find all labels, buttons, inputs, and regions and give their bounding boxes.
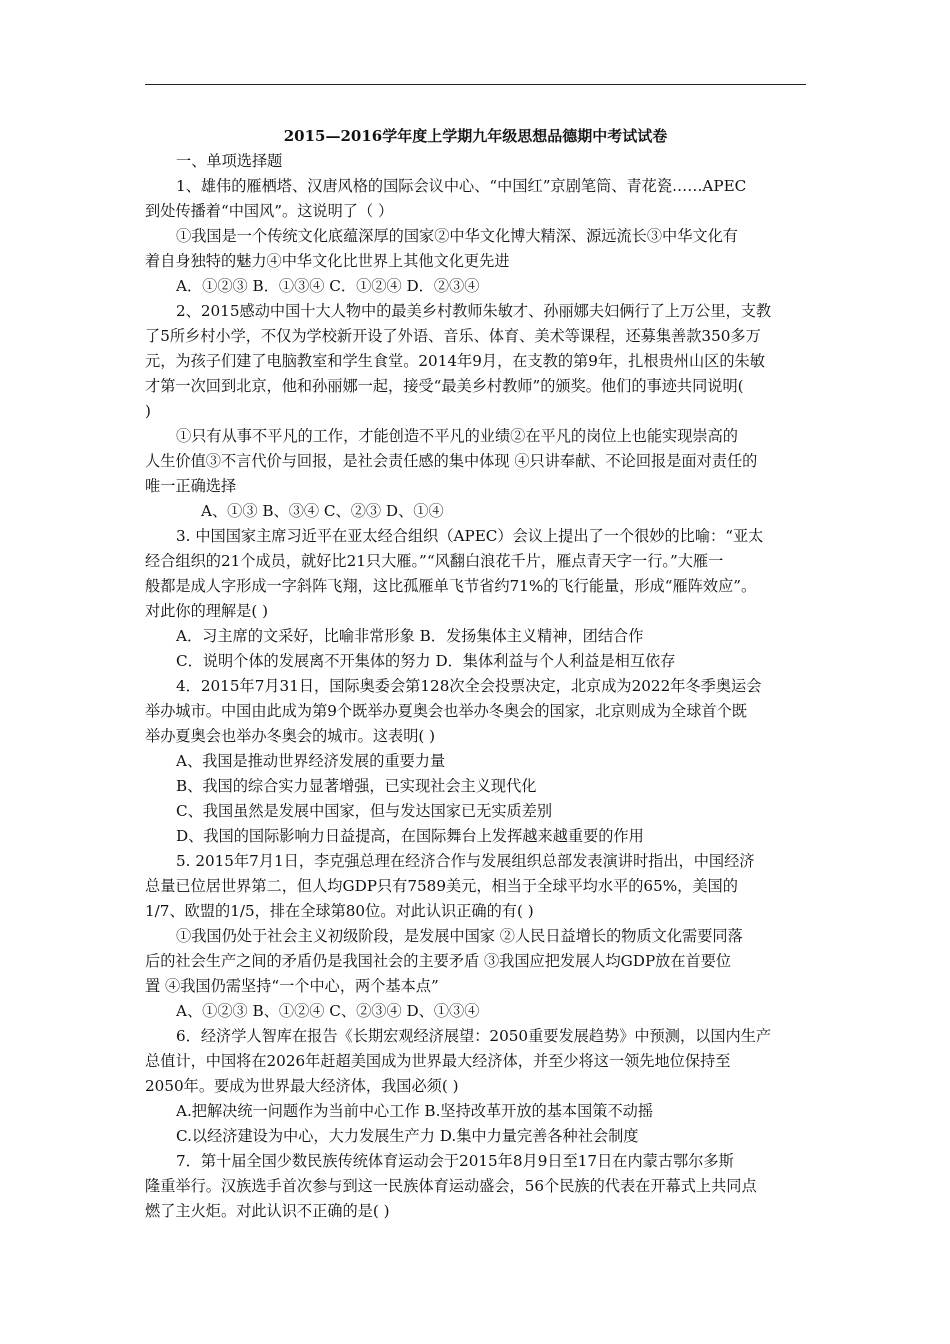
- question-1-options: A．①②③ B．①③④ C．①②④ D．②③④: [176, 277, 480, 295]
- question-5-statement-1: ①我国仍处于社会主义初级阶段，是发展中国家 ②人民日益增长的物质文化需要同落: [176, 927, 743, 945]
- question-5-statement-3: 置 ④我国仍需坚持“一个中心，两个基本点”: [145, 977, 439, 995]
- question-3-line-1: 3. 中国国家主席习近平在亚太经合组织（APEC）会议上提出了一个很妙的比喻：“亚太: [176, 527, 764, 545]
- question-2-line-5: ): [145, 402, 151, 420]
- question-6-line-2: 总值计，中国将在2026年赶超美国成为世界最大经济体，并至少将这一领先地位保持至: [145, 1052, 731, 1070]
- question-4-option-d: D、我国的国际影响力日益提高，在国际舞台上发挥越来越重要的作用: [176, 827, 644, 845]
- question-2-line-3: 元，为孩子们建了电脑教室和学生食堂。2014年9月，在支教的第9年，扎根贵州山区的朱敏: [145, 352, 765, 370]
- question-1-line-2: 到处传播着“中国风”。这说明了（ ）: [145, 202, 394, 220]
- question-2-options: A、①③ B、③④ C、②③ D、①④: [201, 502, 444, 520]
- question-5-options: A、①②③ B、①②④ C、②③④ D、①③④: [176, 1002, 480, 1020]
- question-2-statement-1: ①只有从事不平凡的工作，才能创造不平凡的业绩②在平凡的岗位上也能实现崇高的: [176, 427, 738, 445]
- question-1-statement-1: ①我国是一个传统文化底蕴深厚的国家②中华文化博大精深、源远流长③中华文化有: [176, 227, 738, 245]
- question-3-line-3: 般都是成人字形成一字斜阵飞翔，这比孤雁单飞节省约71%的飞行能量，形成“雁阵效应”。: [145, 577, 757, 595]
- question-2-line-2: 了5所乡村小学，不仅为学校新开设了外语、音乐、体育、美术等课程，还募集善款350多万: [145, 327, 761, 345]
- question-5-line-2: 总量已位居世界第二，但人均GDP只有7589美元，相当于全球平均水平的65%，美国的: [145, 877, 738, 895]
- question-3-line-4: 对此你的理解是( ): [145, 602, 268, 620]
- question-7-line-1: 7．第十届全国少数民族传统体育运动会于2015年8月9日至17日在内蒙古鄂尔多斯: [176, 1152, 734, 1170]
- question-3-line-2: 经合组织的21个成员，就好比21只大雁。”“风翻白浪花千片，雁点青天字一行。”大雁一: [145, 552, 724, 570]
- question-2-statement-3: 唯一正确选择: [145, 477, 237, 495]
- question-5-line-1: 5. 2015年7月1日，李克强总理在经济合作与发展组织总部发表演讲时指出，中国经济: [176, 852, 755, 870]
- section-heading: 一、单项选择题: [176, 152, 283, 170]
- question-6-line-1: 6．经济学人智库在报告《长期宏观经济展望：2050重要发展趋势》中预测，以国内生产: [176, 1027, 772, 1045]
- header-rule: [145, 84, 806, 85]
- exam-body: [145, 149, 815, 1224]
- question-7-line-2: 隆重举行。汉族选手首次参与到这一民族体育运动盛会，56个民族的代表在开幕式上共同点: [145, 1177, 757, 1195]
- question-5-statement-2: 后的社会生产之间的矛盾仍是我国社会的主要矛盾 ③我国应把发展人均GDP放在首要位: [145, 952, 732, 970]
- question-2-line-1: 2、2015感动中国十大人物中的最美乡村教师朱敏才、孙丽娜夫妇俩行了上万公里，支教: [176, 302, 772, 320]
- question-6-options-cd: C.以经济建设为中心，大力发展生产力 D.集中力量完善各种社会制度: [176, 1127, 639, 1145]
- question-4-option-b: B、我国的综合实力显著增强，已实现社会主义现代化: [176, 777, 537, 795]
- exam-title: 2015—2016学年度上学期九年级思想品德期中考试试卷: [283, 127, 668, 145]
- question-4-line-1: 4．2015年7月31日，国际奥委会第128次全会投票决定，北京成为2022年冬季奥运会: [176, 677, 762, 695]
- question-3-options-ab: A．习主席的文采好，比喻非常形象 B．发扬集体主义精神，团结合作: [176, 627, 644, 645]
- question-4-option-c: C、我国虽然是发展中国家，但与发达国家已无实质差别: [176, 802, 553, 820]
- question-3-options-cd: C．说明个体的发展离不开集体的努力 D．集体利益与个人利益是相互依存: [176, 652, 676, 670]
- question-7-line-3: 燃了主火炬。对此认识不正确的是( ): [145, 1202, 390, 1220]
- question-4-line-2: 举办城市。中国由此成为第9个既举办夏奥会也举办冬奥会的国家，北京则成为全球首个既: [145, 702, 747, 720]
- question-2-line-4: 才第一次回到北京，他和孙丽娜一起，接受“最美乡村教师”的颁奖。他们的事迹共同说明(: [145, 377, 744, 395]
- question-1-statement-2: 着自身独特的魅力④中华文化比世界上其他文化更先进: [145, 252, 510, 270]
- question-1-line-1: 1、雄伟的雁栖塔、汉唐风格的国际会议中心、“中国红”京剧笔筒、青花瓷……APEC: [176, 177, 747, 195]
- question-4-line-3: 举办夏奥会也举办冬奥会的城市。这表明( ): [145, 727, 436, 745]
- question-5-line-3: 1/7、欧盟的1/5，排在全球第80位。对此认识正确的有( ): [145, 902, 534, 920]
- question-4-option-a: A、我国是推动世界经济发展的重要力量: [176, 752, 446, 770]
- question-6-options-ab: A.把解决统一问题作为当前中心工作 B.坚持改革开放的基本国策不动摇: [176, 1102, 654, 1120]
- question-2-statement-2: 人生价值③不言代价与回报，是社会责任感的集中体现 ④只讲奉献、不论回报是面对责任的: [145, 452, 758, 470]
- question-6-line-3: 2050年。要成为世界最大经济体，我国必须( ): [145, 1077, 459, 1095]
